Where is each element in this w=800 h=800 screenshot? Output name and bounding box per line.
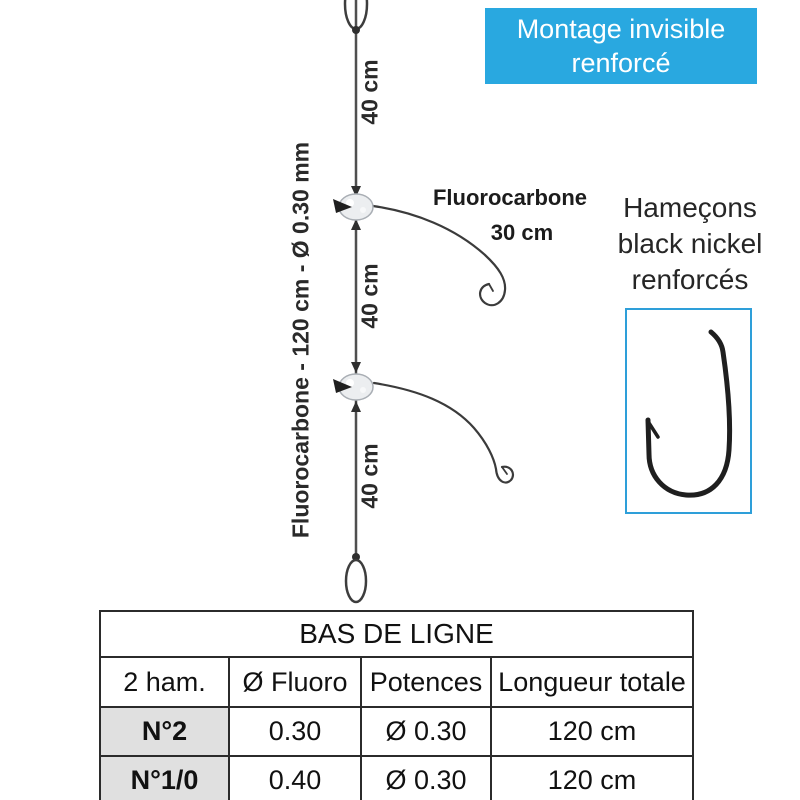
table-cell-hook-size: N°1/0 [101, 757, 230, 800]
hook-caption-line1: Hameçons [623, 192, 757, 223]
hook-caption-line2: black nickel [617, 228, 763, 259]
fishhook-icon [627, 310, 750, 512]
table-cell-potence: Ø 0.30 [362, 757, 492, 800]
table-cell-hook-size: N°2 [101, 708, 230, 757]
segment-length-label-3: 40 cm [356, 443, 383, 509]
branch-material-label: Fluorocarbone [432, 185, 588, 210]
table-cell-potence: Ø 0.30 [362, 708, 492, 757]
main-line-spec-label: Fluorocarbone - 120 cm - Ø 0.30 mm [287, 141, 314, 539]
hook-caption-line3: renforcés [631, 264, 749, 295]
top-loop-knot [352, 26, 360, 34]
branch-hook-2-barb [502, 467, 507, 474]
arrow-up-icon [351, 401, 361, 412]
table-cell-length: 120 cm [492, 757, 692, 800]
col-header-fluoro-diameter: Ø Fluoro [230, 658, 362, 708]
fishhook-body [648, 332, 730, 495]
banner-line1: Montage invisible [516, 14, 726, 44]
col-header-hooks: 2 ham. [101, 658, 230, 708]
branch-hook-1-barb [489, 284, 493, 291]
knot-highlight [360, 387, 366, 393]
table-cell-fluoro: 0.30 [230, 708, 362, 757]
segment-length-label-1: 40 cm [356, 59, 383, 125]
spec-table [99, 610, 694, 800]
branch-length-label: 30 cm [490, 220, 554, 245]
branch-line-1 [373, 206, 505, 305]
arrow-down-icon [351, 362, 361, 373]
hook-caption [605, 190, 775, 298]
table-cell-length: 120 cm [492, 708, 692, 757]
table-title: BAS DE LIGNE [101, 612, 692, 658]
hook-detail-box [625, 308, 752, 514]
bottom-loop-icon [346, 560, 366, 602]
col-header-total-length: Longueur totale [492, 658, 692, 708]
banner-line2: renforcé [571, 48, 671, 78]
col-header-potences: Potences [362, 658, 492, 708]
branch-line-2 [374, 383, 513, 483]
knot-highlight [360, 207, 366, 213]
segment-length-label-2: 40 cm [356, 263, 383, 329]
table-cell-fluoro: 0.40 [230, 757, 362, 800]
